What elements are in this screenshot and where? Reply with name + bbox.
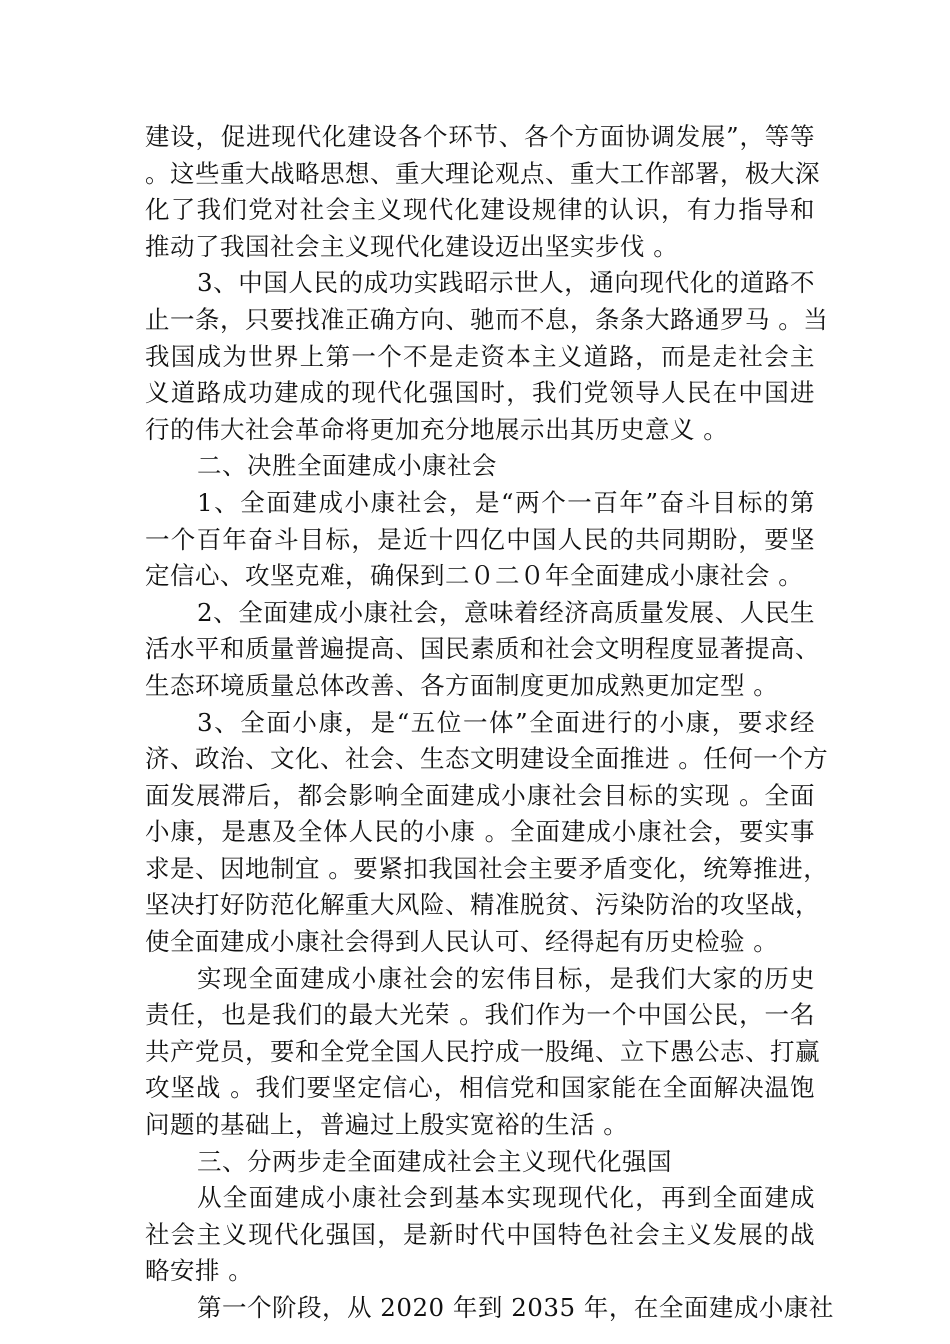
text-line: 使全面建成小康社会得到人民认可、经得起有历史检验 。 [145,927,779,957]
text-line: 面发展滞后，都会影响全面建成小康社会目标的实现 。全面 [145,780,815,810]
text-line: 推动了我国社会主义现代化建设迈出坚实步伐 。 [145,231,679,261]
text-line: 义道路成功建成的现代化强国时，我们党领导人民在中国进 [145,378,815,408]
text-line: 从全面建成小康社会到基本实现现代化，再到全面建成 [197,1183,815,1213]
document-page [145,119,834,1327]
text-line: 活水平和质量普遍提高、国民素质和社会文明程度显著提高、 [145,634,820,664]
text-line: 建设，促进现代化建设各个环节、各个方面协调发展”，等等 [145,122,815,151]
text-line: 二、决胜全面建成小康社会 [197,451,497,481]
text-line: 定信心、攻坚克难，确保到二０二０年全面建成小康社会 。 [145,561,804,591]
text-line: 生态环境质量总体改善、各方面制度更加成熟更加定型 。 [145,670,779,700]
text-line: 一个百年奋斗目标，是近十四亿中国人民的共同期盼，要坚 [145,524,815,554]
text-line: 化了我们党对社会主义现代化建设规律的认识，有力指导和 [145,195,815,225]
text-line: 共产党员，要和全党全国人民拧成一股绳、立下愚公志、打赢 [145,1036,820,1066]
text-line: 我国成为世界上第一个不是走资本主义道路，而是走社会主 [145,341,815,371]
text-line: 实现全面建成小康社会的宏伟目标，是我们大家的历史 [197,963,815,993]
text-line: 三、分两步走全面建成社会主义现代化强国 [197,1146,672,1176]
text-line: 社会主义现代化强国，是新时代中国特色社会主义发展的战 [145,1219,815,1249]
text-line: 略安排 。 [145,1256,254,1286]
text-line: 2、全面建成小康社会，意味着经济高质量发展、人民生 [197,597,815,627]
text-line: 行的伟大社会革命将更加充分地展示出其历史意义 。 [145,414,729,444]
text-line: 。这些重大战略思想、重大理论观点、重大工作部署，极大深 [145,158,820,188]
text-line: 问题的基础上，普遍过上殷实宽裕的生活 。 [145,1110,629,1140]
text-line: 攻坚战 。我们要坚定信心，相信党和国家能在全面解决温饱 [145,1073,815,1103]
text-line: 小康，是惠及全体人民的小康 。全面建成小康社会，要实事 [145,817,815,847]
text-line: 责任，也是我们的最大光荣 。我们作为一个中国公民，一名 [145,1000,815,1030]
text-line: 止一条，只要找准正确方向、驰而不息，条条大路通罗马 。当 [145,304,829,334]
text-line: 第一个阶段，从 2020 年到 2035 年，在全面建成小康社 [197,1293,834,1322]
text-line: 坚决打好防范化解重大风险、精准脱贫、污染防治的攻坚战， [145,890,820,920]
text-line: 济、政治、文化、社会、生态文明建设全面推进 。任何一个方 [145,744,829,774]
text-line: 求是、因地制宜 。要紧扣我国社会主要矛盾变化，统筹推进， [145,853,829,883]
text-line: 1、全面建成小康社会，是“两个一百年”奋斗目标的第 [197,487,815,517]
text-line: 3、全面小康，是“五位一体”全面进行的小康，要求经 [197,707,815,737]
text-line: 3、中国人民的成功实践昭示世人，通向现代化的道路不 [197,268,815,298]
